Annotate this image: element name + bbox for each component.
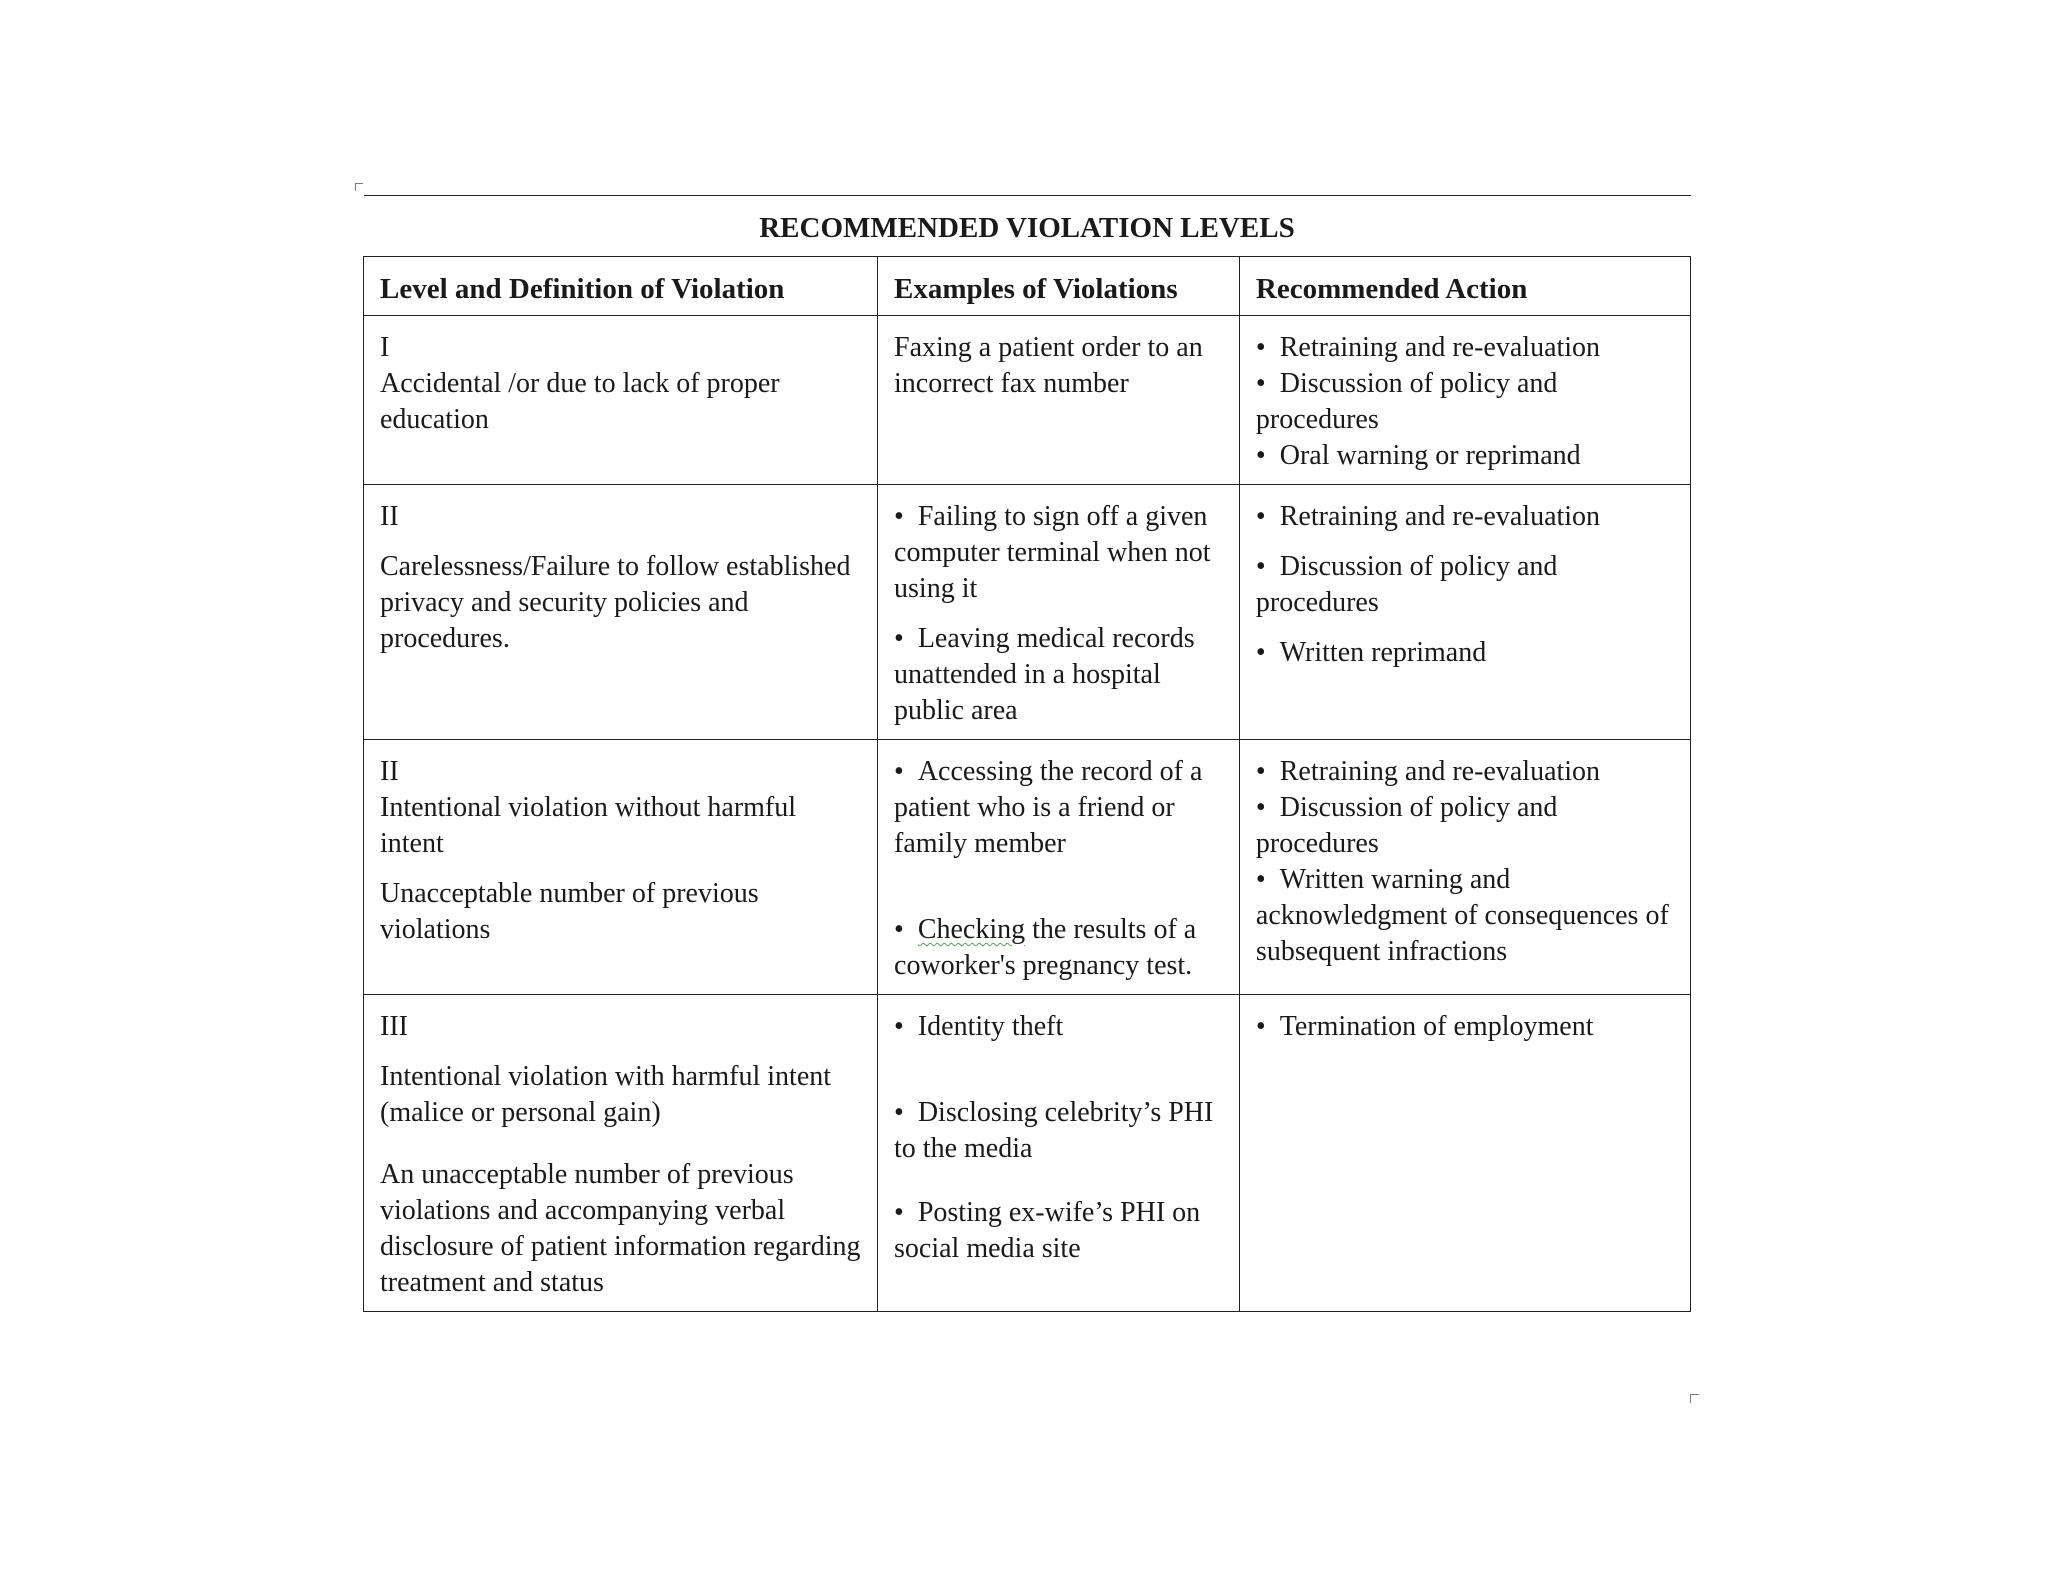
example-item: • Leaving medical records unattended in a hospital public area xyxy=(894,621,1223,729)
actions-cell xyxy=(1239,485,1690,740)
level-definition-cell xyxy=(364,485,878,740)
actions-cell xyxy=(1239,740,1690,995)
level-definition: Accidental /or due to lack of proper education xyxy=(380,368,780,435)
action-item: • Discussion of policy and procedures xyxy=(1256,790,1674,862)
examples-cell xyxy=(878,740,1240,995)
spellcheck-word[interactable]: Checking xyxy=(917,914,1026,945)
table-header-row xyxy=(364,257,1691,316)
header-level-definition: Level and Definition of Violation xyxy=(364,257,878,316)
example-item: • Posting ex-wife’s PHI on social media site xyxy=(894,1195,1223,1267)
action-item: • Retraining and re-evaluation xyxy=(1256,330,1674,366)
action-item: • Retraining and re-evaluation xyxy=(1256,499,1674,535)
action-item: • Oral warning or reprimand xyxy=(1256,438,1674,474)
table-row xyxy=(364,316,1691,485)
header-recommended-action: Recommended Action xyxy=(1239,257,1690,316)
level-definition: Intentional violation without harmful intent xyxy=(380,792,797,859)
example-item: • Failing to sign off a given computer terminal when not using it xyxy=(894,499,1223,607)
actions-cell xyxy=(1239,995,1690,1312)
level-number: II xyxy=(380,501,399,532)
level-number: III xyxy=(380,1011,408,1042)
table-move-handle[interactable] xyxy=(355,183,363,191)
action-item: • Written reprimand xyxy=(1256,635,1674,671)
level-definition: Intentional violation with harmful intent (malice or personal gain) xyxy=(380,1061,832,1128)
level-definition: Carelessness/Failure to follow established privacy and security policies and procedures. xyxy=(380,551,851,654)
action-item: • Discussion of policy and procedures xyxy=(1256,366,1674,438)
level-number: II xyxy=(380,756,399,787)
level-definition: Unacceptable number of previous violations xyxy=(380,878,759,945)
table-title-row xyxy=(364,196,1691,257)
violation-levels-table xyxy=(363,195,1691,1312)
example-item: • Disclosing celebrity’s PHI to the media xyxy=(894,1095,1223,1167)
example-item: • Identity theft xyxy=(894,1009,1223,1045)
table-row xyxy=(364,995,1691,1312)
table-title: RECOMMENDED VIOLATION LEVELS xyxy=(364,196,1691,257)
action-item: • Termination of employment xyxy=(1256,1009,1674,1045)
examples-cell xyxy=(878,316,1240,485)
level-definition: An unacceptable number of previous violations and accompanying verbal disclosure of patient information regarding treatment and status xyxy=(380,1159,861,1298)
level-definition-cell xyxy=(364,995,878,1312)
level-definition-cell xyxy=(364,740,878,995)
action-item: • Retraining and re-evaluation xyxy=(1256,754,1674,790)
level-definition-cell xyxy=(364,316,878,485)
actions-cell xyxy=(1239,316,1690,485)
example-item: Faxing a patient order to an incorrect fax number xyxy=(894,332,1203,399)
table-row xyxy=(364,485,1691,740)
example-item: • Accessing the record of a patient who is a friend or family member xyxy=(894,754,1223,862)
header-examples: Examples of Violations xyxy=(878,257,1240,316)
action-item: • Discussion of policy and procedures xyxy=(1256,549,1674,621)
table-resize-handle[interactable] xyxy=(1690,1394,1699,1403)
example-item-text: the results of a coworker's pregnancy test. xyxy=(894,914,1197,981)
example-item xyxy=(894,912,1223,984)
action-item: • Written warning and acknowledgment of consequences of subsequent infractions xyxy=(1256,862,1674,970)
table-row xyxy=(364,740,1691,995)
examples-cell xyxy=(878,995,1240,1312)
examples-cell xyxy=(878,485,1240,740)
level-number: I xyxy=(380,332,390,363)
